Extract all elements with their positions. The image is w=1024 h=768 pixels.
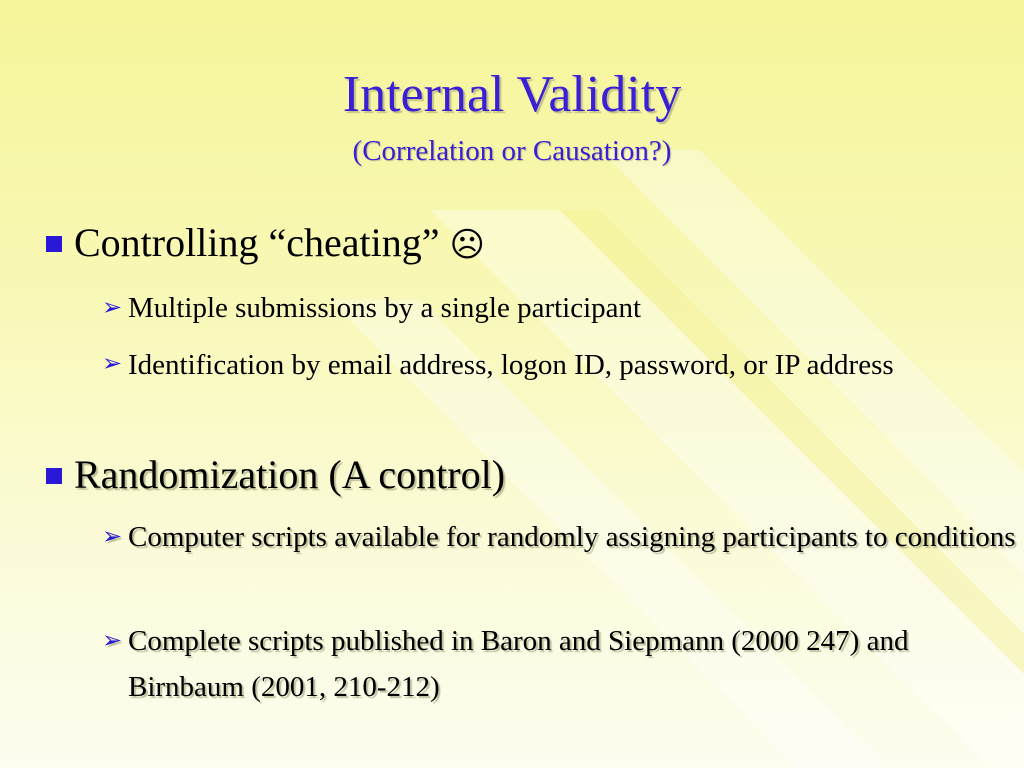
slide-subtitle: (Correlation or Causation?)	[352, 135, 672, 167]
arrow-bullet-icon: ➢	[102, 351, 123, 377]
arrow-bullet-icon: ➢	[102, 524, 123, 550]
sub-bullet-item	[102, 618, 1017, 710]
bullet-item-controlling-cheating	[46, 220, 485, 268]
sub-bullet-text: Identification by email address, logon ID, password, or IP address	[128, 349, 894, 381]
frown-face-icon: ☹	[449, 225, 485, 265]
sub-bullet-text: Multiple submissions by a single participant	[128, 292, 642, 324]
arrow-bullet-icon: ➢	[102, 628, 123, 654]
sub-bullet-item	[102, 514, 1017, 560]
slide-title: Internal Validity	[342, 66, 682, 123]
square-bullet-icon	[46, 468, 62, 484]
bullet-text: Randomization (A control)	[74, 452, 506, 497]
bullet-text: Controlling “cheating”	[74, 220, 440, 265]
sub-bullet-item	[102, 341, 1017, 389]
arrow-bullet-icon: ➢	[102, 295, 123, 321]
sub-bullet-text: Computer scripts available for randomly assigning participants to conditions	[128, 521, 1016, 553]
sub-bullet-item	[102, 285, 1017, 331]
sub-bullet-text: Complete scripts published in Baron and Siepmann (2000 247) and Birnbaum (2001, 210-212)	[128, 625, 909, 703]
bullet-item-randomization	[46, 452, 505, 498]
square-bullet-icon	[46, 236, 62, 252]
